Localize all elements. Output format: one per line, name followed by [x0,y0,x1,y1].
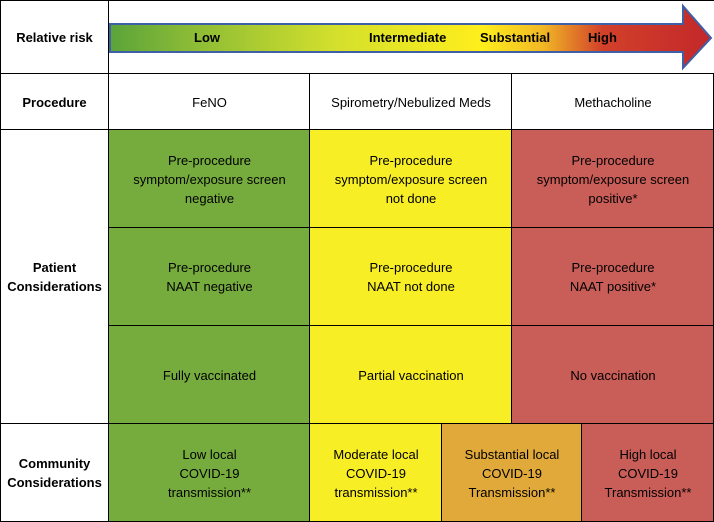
community-label-line1: Community [18,456,91,471]
community-label-line2: Considerations [7,475,102,490]
patient-label-line1: Patient [32,260,77,275]
community-moderate-line1: Moderate local [333,446,419,462]
screen-high-line2: symptom/exposure screen [536,171,690,187]
naat-low-line1: Pre-procedure [167,260,252,275]
screen-mid-line3: not done [385,190,437,206]
screen-mid-line1: Pre-procedure [369,152,453,168]
screen-low-cell [109,130,310,228]
procedure-label-text: Procedure [22,94,87,110]
grid-line [0,0,1,522]
screen-low-line3: negative [184,190,235,206]
patient-considerations-label [0,130,109,424]
grid-line [309,74,310,522]
procedure-methacholine [512,74,714,130]
community-substantial-line2: COVID-19 [482,465,542,481]
community-low-line3: transmission** [167,484,252,500]
community-high-line1: High local [619,446,677,462]
procedure-feno [109,74,310,130]
procedure-spirometry-text: Spirometry/Nebulized Meds [331,94,491,110]
community-high-line2: COVID-19 [618,465,678,481]
procedure-methacholine-text: Methacholine [574,94,652,110]
screen-low-line1: Pre-procedure [167,152,252,168]
risk-level-high: High [588,30,617,45]
community-low-cell [109,424,310,522]
grid-line [511,74,512,424]
screen-mid-cell [310,130,512,228]
community-substantial-line3: Transmission** [468,484,556,500]
community-low-line1: Low local [182,446,237,462]
screen-high-cell [512,130,714,228]
patient-label-line2: Considerations [7,279,102,294]
screen-mid-line2: symptom/exposure screen [334,171,488,187]
naat-low-cell [109,228,310,326]
procedure-feno-text: FeNO [192,94,227,110]
naat-mid-line1: Pre-procedure [369,260,453,275]
community-high-line3: Transmission** [604,484,692,500]
vaccination-high-cell [512,326,714,424]
grid-line [581,424,582,522]
grid-line [109,227,714,228]
screen-high-line3: positive* [588,190,638,206]
vaccination-mid-cell [310,326,512,424]
naat-mid-line2: NAAT not done [367,279,455,294]
community-moderate-line3: transmission** [334,484,418,500]
community-moderate-line2: COVID-19 [346,465,406,481]
community-considerations-label [0,424,109,522]
relative-risk-label [0,0,109,74]
naat-high-line1: Pre-procedure [571,260,655,275]
naat-high-line2: NAAT positive* [569,279,657,294]
naat-mid-cell [310,228,512,326]
grid-line [441,424,442,522]
naat-high-cell [512,228,714,326]
vaccination-mid-text: Partial vaccination [358,367,464,383]
relative-risk-label-text: Relative risk [16,29,93,45]
risk-level-substantial: Substantial [480,30,551,45]
naat-low-line2: NAAT negative [166,279,253,294]
community-moderate-cell [310,424,442,522]
risk-level-intermediate: Intermediate [369,30,447,45]
community-high-cell [582,424,714,522]
vaccination-low-cell [109,326,310,424]
screen-low-line2: symptom/exposure screen [133,171,286,187]
grid-line [109,325,714,326]
procedure-label [0,74,109,130]
community-substantial-cell [442,424,582,522]
screen-high-line1: Pre-procedure [571,152,655,168]
vaccination-low-text: Fully vaccinated [162,367,257,383]
procedure-spirometry [310,74,512,130]
risk-level-low: Low [194,30,220,45]
vaccination-high-text: No vaccination [570,367,656,383]
community-low-line2: COVID-19 [179,465,240,481]
grid-line [108,0,109,522]
community-substantial-line1: Substantial local [464,446,560,462]
